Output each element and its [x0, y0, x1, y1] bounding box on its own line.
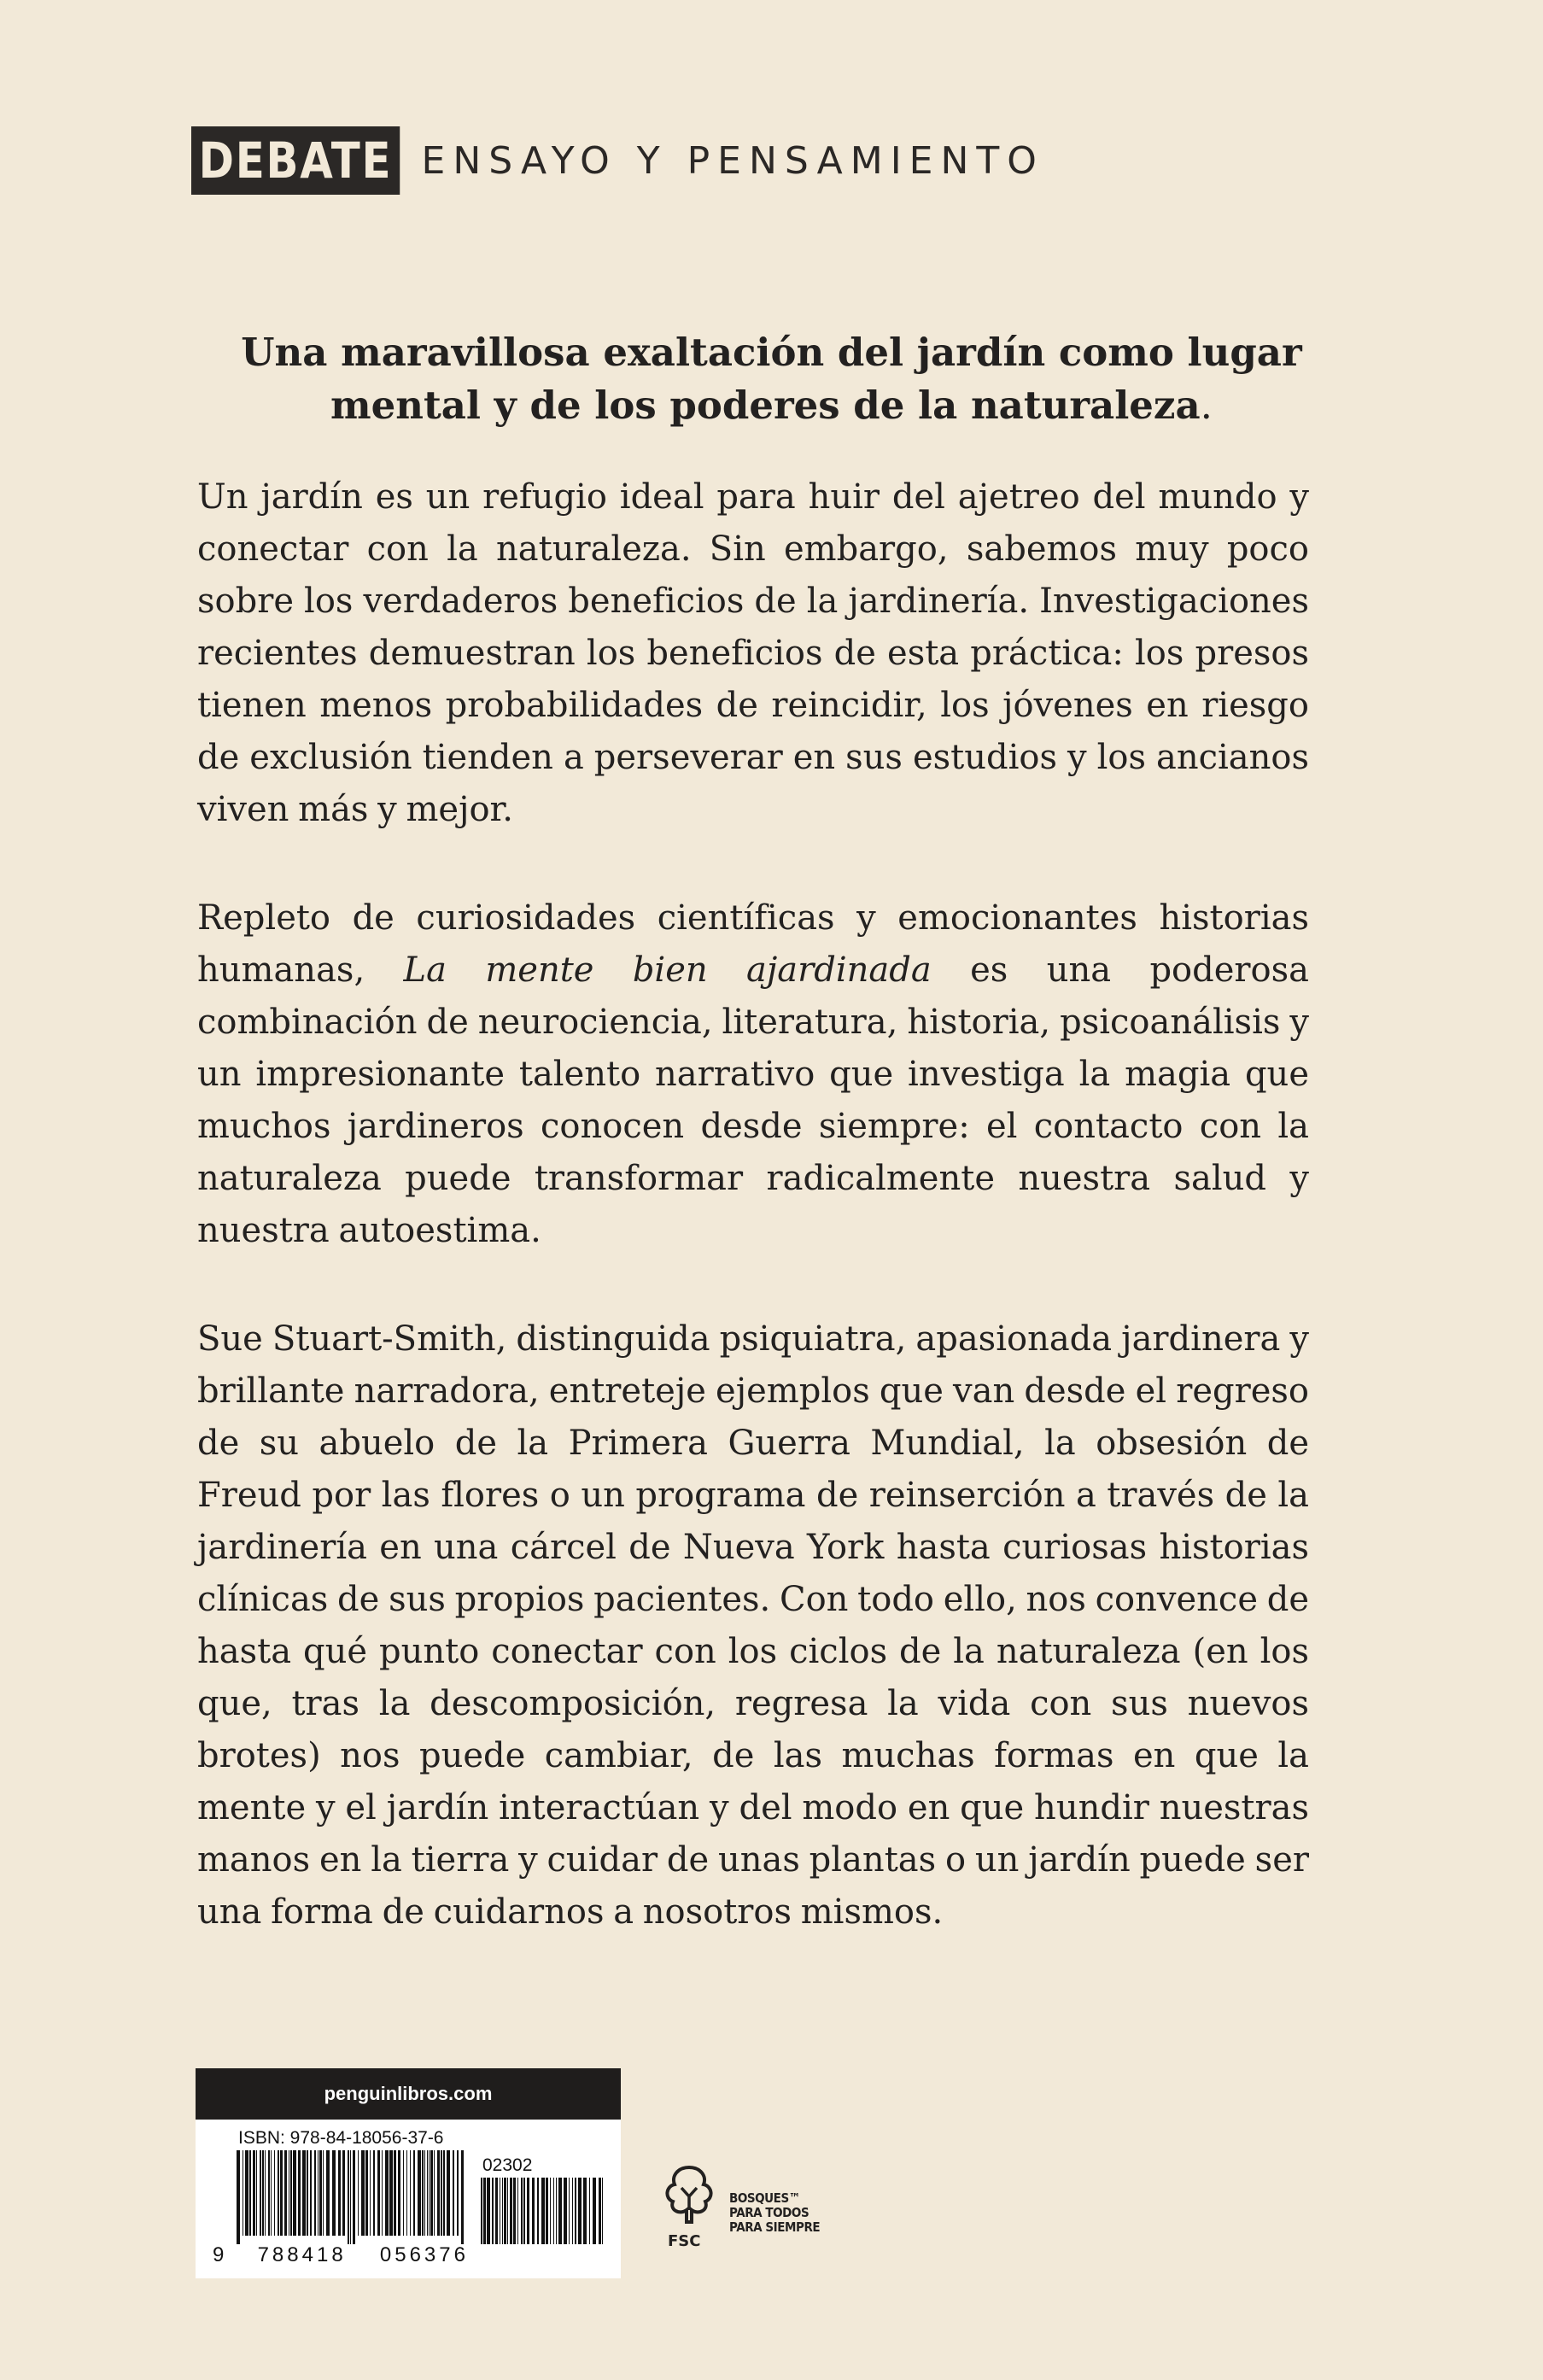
barcode-bar [284, 2150, 287, 2236]
barcode-bar [280, 2150, 283, 2236]
barcode-bar [553, 2178, 554, 2244]
paragraph-2 [197, 892, 1309, 1257]
barcode-bar [424, 2150, 425, 2236]
barcode-bar [389, 2150, 393, 2236]
barcode-bar [504, 2178, 506, 2244]
barcode-bar [443, 2150, 445, 2236]
barcode-bar [271, 2150, 272, 2236]
barcode-bar [583, 2178, 587, 2244]
barcode-bar [260, 2150, 261, 2236]
barcode-bar [377, 2150, 380, 2236]
barcode-bar [342, 2150, 345, 2236]
barcode-bar [483, 2178, 486, 2244]
collection-name: ENSAYO Y PENSAMIENTO [421, 138, 1044, 183]
fsc-mark [659, 2162, 830, 2256]
barcode-bar [253, 2150, 255, 2236]
ean-right-group: 056376 [379, 2243, 469, 2266]
barcode-bar [278, 2150, 279, 2236]
book-title: La mente bien ajardinada [403, 950, 932, 990]
barcode-bar [290, 2150, 292, 2236]
barcode-bar [318, 2150, 319, 2236]
barcode-box [196, 2068, 621, 2278]
barcode-bar [265, 2150, 266, 2236]
publisher-logo: DEBATE [191, 126, 400, 195]
barcode-bar [353, 2150, 355, 2244]
barcode-bar [348, 2150, 349, 2244]
fsc-line-1: BOSQUES™ [729, 2190, 800, 2206]
barcode-bar [564, 2178, 567, 2244]
barcode-bar [398, 2150, 400, 2236]
barcode-bar [332, 2150, 336, 2236]
barcode-bar [517, 2178, 518, 2244]
barcode-bar [302, 2150, 306, 2236]
barcode-bar [429, 2150, 430, 2236]
description [197, 471, 1309, 1995]
fsc-label: FSC [668, 2232, 701, 2250]
barcode-bar [361, 2150, 365, 2236]
barcode-bar [453, 2150, 454, 2236]
barcode-bar [527, 2178, 529, 2244]
barcode-main [237, 2150, 465, 2244]
barcode-bar [541, 2178, 545, 2244]
barcode-bar [307, 2150, 308, 2236]
publisher-header [191, 126, 1044, 195]
barcode-bar [314, 2150, 316, 2236]
tagline [213, 326, 1330, 432]
barcode-bar [461, 2150, 464, 2244]
barcode-bar [413, 2150, 415, 2236]
paragraph-2-start: Repleto de curiosidades científicas y emocionantes historias humanas, [197, 898, 1309, 990]
barcode-bar [406, 2150, 407, 2236]
barcode-bar [487, 2178, 490, 2244]
fsc-tree-logo [659, 2162, 719, 2231]
barcode-bar [245, 2150, 248, 2236]
barcode-bar [422, 2150, 424, 2236]
barcode-bar [457, 2150, 459, 2236]
barcode-bar [382, 2150, 383, 2236]
barcode-bar [532, 2178, 535, 2244]
barcode-bar [523, 2178, 525, 2244]
barcode-bar [430, 2150, 433, 2236]
barcode-bar [578, 2178, 582, 2244]
barcode-bar [256, 2150, 257, 2236]
barcode-bar [338, 2150, 341, 2236]
paragraph-3: Sue Stuart-Smith, distinguida psiquiatra, apasionada jardinera y brillante narradora, entreteje ejemplos que van desde el regreso de su abuelo de la Primera Guerra Mundial, la obsesión de Freud por las flores o un programa de reinserción a través de la jardinería en una cárcel de Nueva York hasta curiosas historias clínicas de sus propios pacientes. Con todo ello, nos convence de hasta qué punto conectar con los ciclos de la naturaleza (en los que, tras la descomposición, regresa la vida con sus nuevos brotes) nos puede cambiar, de las muchas formas en que la mente y el jardín interactúan y del modo en que hundir nuestras manos en la tierra y cuidar de unas plantas o un jardín puede ser una forma de cuidarnos a nosotros mismos. [197, 1319, 1309, 1932]
barcode-bar [550, 2178, 551, 2244]
barcode-bar [310, 2150, 312, 2236]
barcode-bar [237, 2150, 240, 2244]
fsc-line-2: PARA TODOS [729, 2205, 809, 2220]
paragraph-2-end: es una poderosa combinación de neurociencia, literatura, historia, psicoanálisis y un impresionante talento narrativo que investiga la magia que muchos jardineros conocen desde siempre: el contacto con la naturaleza puede transformar radicalmente nuestra salud y nuestra autoestima. [197, 950, 1309, 1250]
isbn-text: ISBN: 978-84-18056-37-6 [238, 2128, 444, 2148]
barcode-bar [502, 2178, 503, 2244]
barcode-bar [521, 2178, 523, 2244]
barcode-bar [437, 2150, 440, 2236]
barcode-bar [507, 2178, 508, 2244]
barcode-bar [403, 2150, 404, 2236]
price-code: 02302 [482, 2155, 533, 2175]
barcode-bar [481, 2178, 482, 2244]
barcode-bar [293, 2150, 296, 2236]
barcode-bar [268, 2150, 270, 2236]
website-label: penguinlibros.com [196, 2068, 621, 2120]
ean-first-digit: 9 [213, 2243, 225, 2266]
tagline-text: Una maravillosa exaltación del jardín como lugar mental y de los poderes de la naturaleza [241, 330, 1302, 428]
barcode-bar [599, 2178, 601, 2244]
barcode-bar [385, 2150, 389, 2236]
barcode-bar [350, 2150, 351, 2244]
barcode-bar [373, 2150, 375, 2236]
tagline-period: . [1200, 383, 1213, 428]
barcode-bar [365, 2150, 368, 2236]
barcode-bar [510, 2178, 512, 2244]
fsc-slogan [729, 2191, 820, 2235]
barcode-bar [558, 2178, 562, 2244]
barcode-bar [394, 2150, 396, 2236]
barcode-bar [495, 2178, 498, 2244]
barcode-bar [575, 2178, 576, 2244]
barcode-bar [441, 2150, 442, 2236]
barcode-bar [492, 2178, 494, 2244]
barcode-bar [418, 2150, 421, 2236]
barcode-addon [481, 2178, 607, 2244]
ean-left-group: 788418 [257, 2243, 347, 2266]
fsc-line-3: PARA SIEMPRE [729, 2219, 821, 2235]
barcode-bar [249, 2150, 251, 2236]
barcode-bar [434, 2150, 435, 2236]
barcode-bar [427, 2150, 428, 2236]
barcode-bar [589, 2178, 590, 2244]
barcode-bar [262, 2150, 264, 2236]
barcode-bar [298, 2150, 301, 2236]
barcode-bar [370, 2150, 371, 2236]
barcode-bar [593, 2178, 596, 2244]
barcode-bar [319, 2150, 322, 2236]
barcode-bar [572, 2178, 573, 2244]
barcode-bar [358, 2150, 359, 2236]
barcode-bar [546, 2178, 548, 2244]
paragraph-1: Un jardín es un refugio ideal para huir del ajetreo del mundo y conectar con la naturaleza. Sin embargo, sabemos muy poco sobre los verdaderos beneficios de la jardinería. Investigaciones recientes demuestran los beneficios de esta práctica: los presos tienen menos probabilidades de reincidir, los jóvenes en riesgo de exclusión tienden a perseverar en sus estudios y los ancianos viven más y mejor. [197, 477, 1309, 829]
barcode-bar [602, 2178, 603, 2244]
barcode-bar [410, 2150, 411, 2236]
barcode-bar [326, 2150, 330, 2236]
barcode-bar [274, 2150, 275, 2236]
barcode-bar [569, 2178, 570, 2244]
barcode-bar [556, 2178, 557, 2244]
fsc-tree-icon [659, 2162, 719, 2256]
barcode-bar [323, 2150, 324, 2236]
barcode-bar [537, 2178, 539, 2244]
barcode-bar [513, 2178, 516, 2244]
barcode-bar [447, 2150, 450, 2236]
ean-digits [213, 2243, 469, 2267]
